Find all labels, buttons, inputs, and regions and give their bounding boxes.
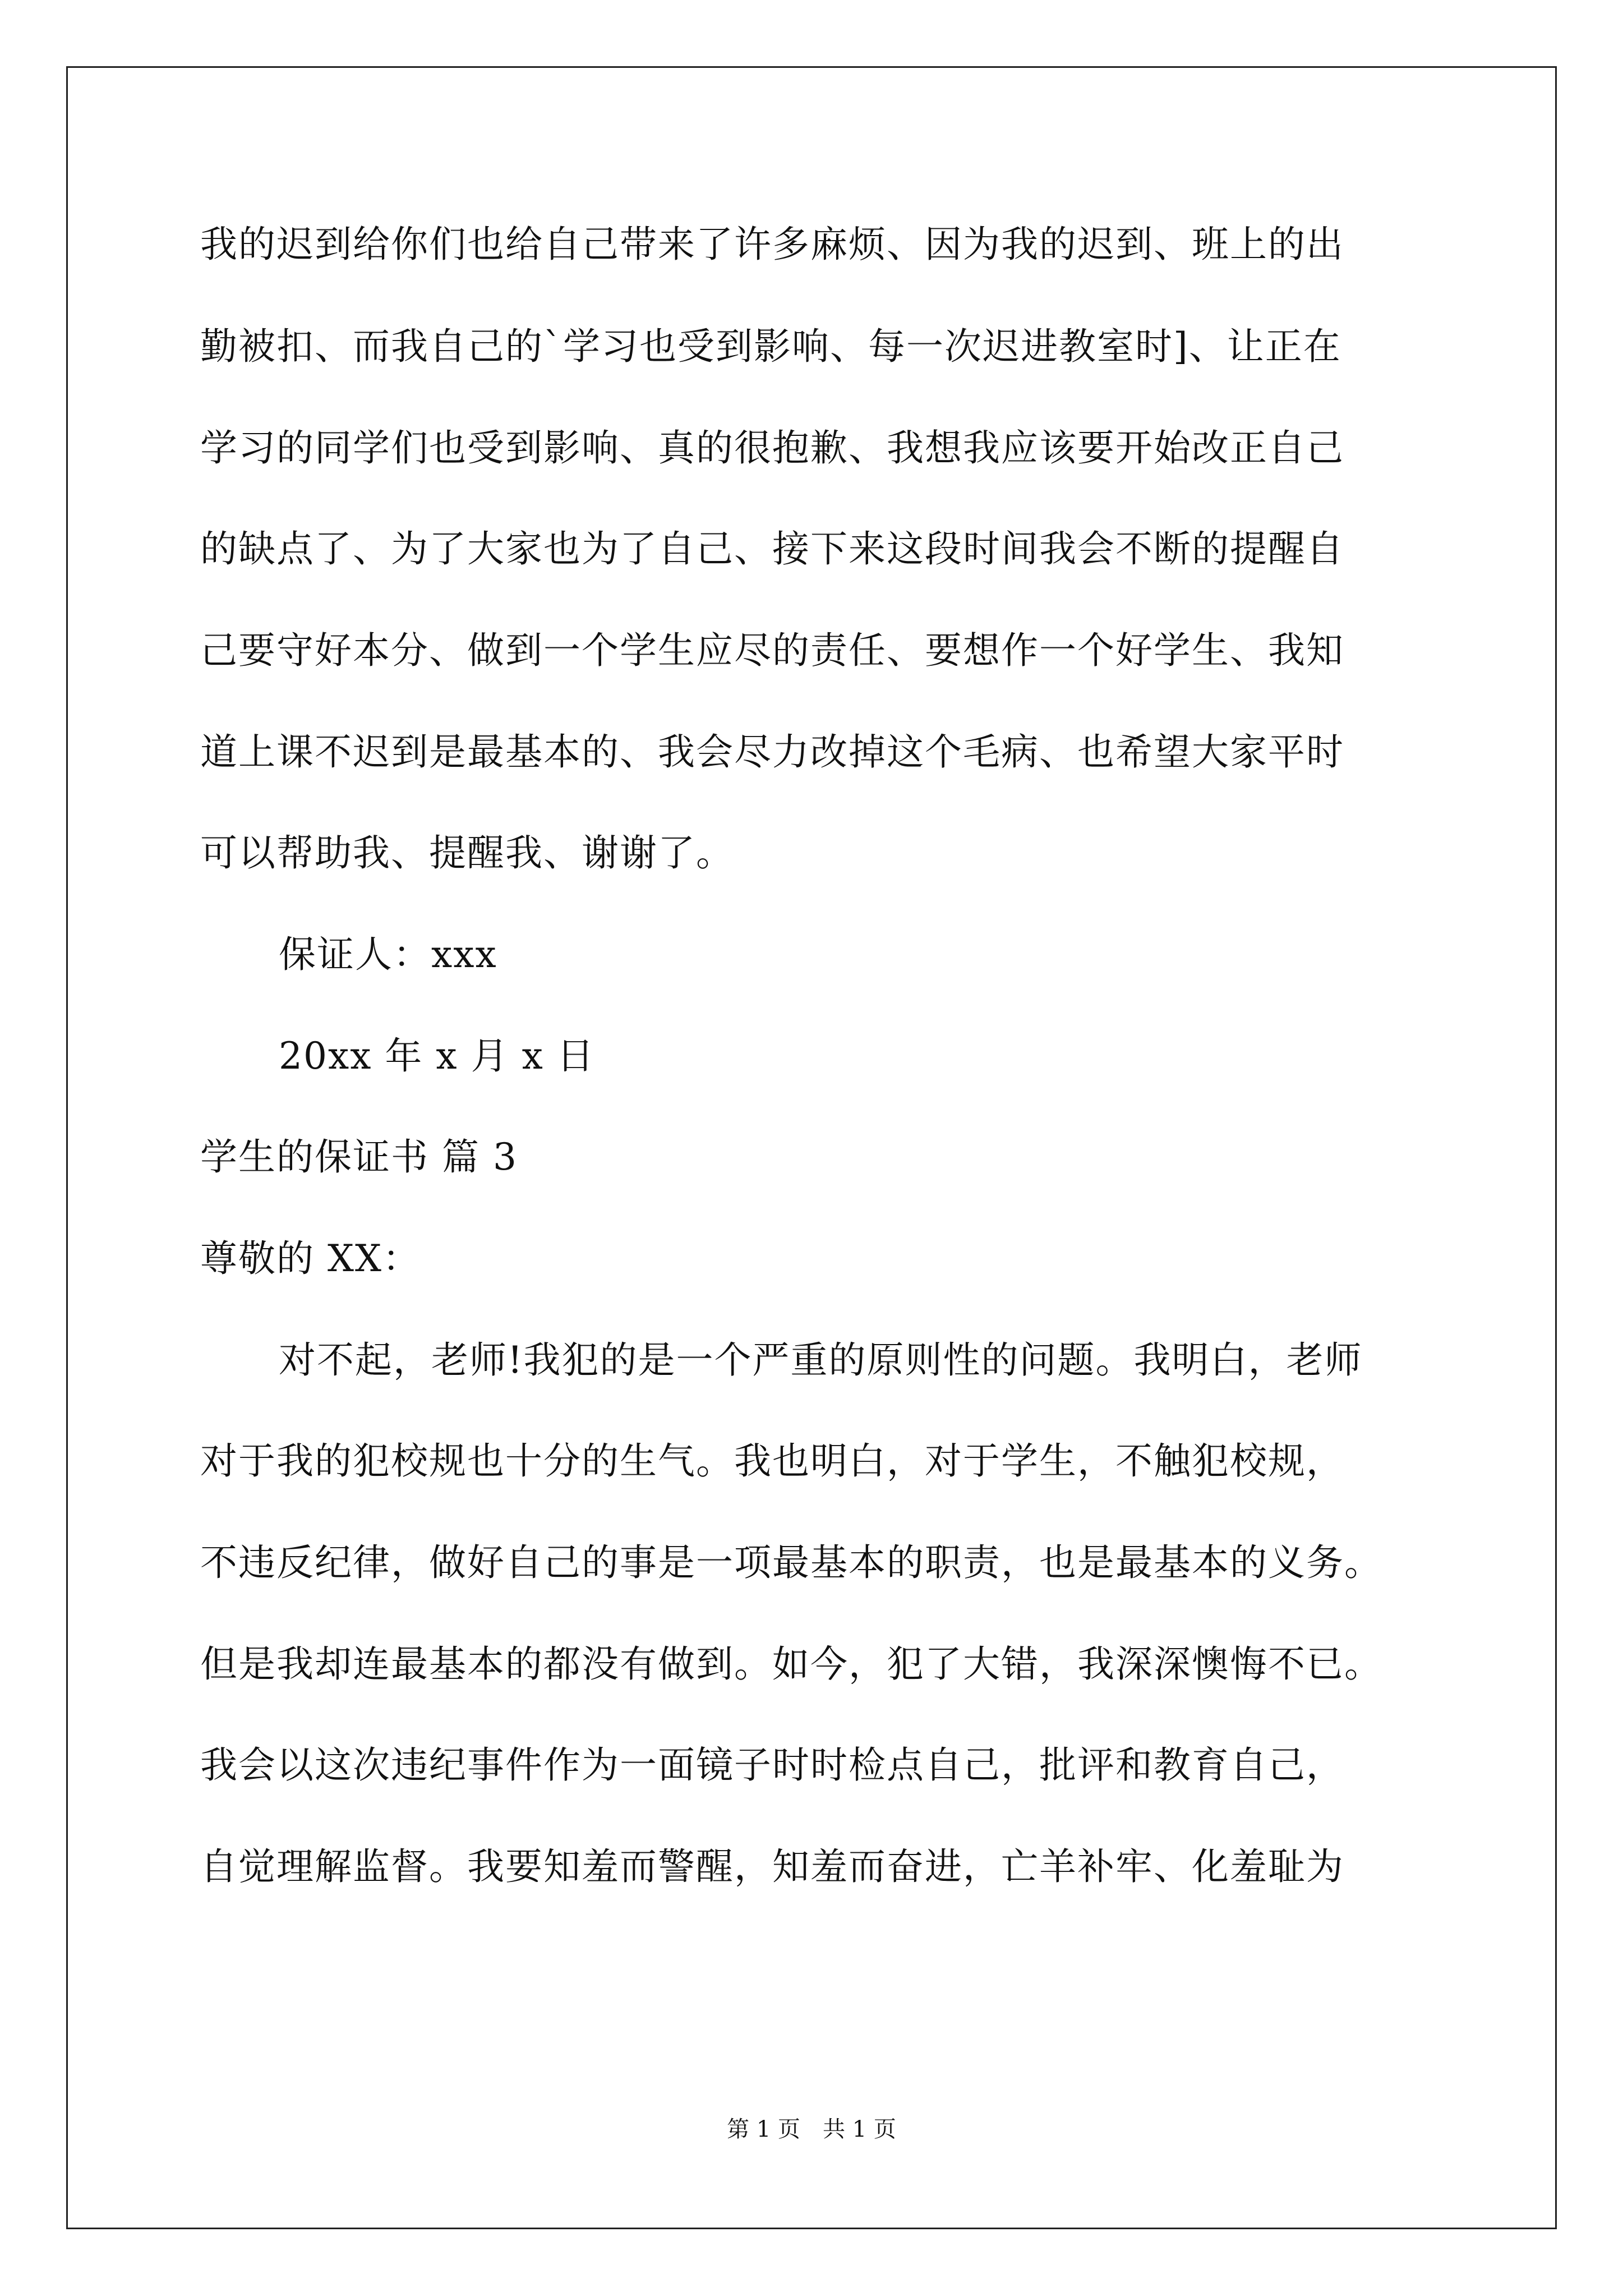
body-line-1: 我的迟到给你们也给自己带来了许多麻烦、因为我的迟到、班上的出 (200, 223, 1344, 266)
body2-line-1: 对不起，老师!我犯的是一个严重的原则性的问题。我明白，老师 (279, 1338, 1363, 1382)
body-line-4: 的缺点了、为了大家也为了自己、接下来这段时间我会不断的提醒自 (200, 527, 1344, 570)
salutation: 尊敬的 XX： (200, 1237, 421, 1280)
body-line-3: 学习的同学们也受到影响、真的很抱歉、我想我应该要开始改正自己 (200, 426, 1344, 470)
body2-line-6: 自觉理解监督。我要知羞而警醒，知羞而奋进，亡羊补牢、化羞耻为 (200, 1845, 1344, 1888)
body2-line-3: 不违反纪律，做好自己的事是一项最基本的职责，也是最基本的义务。 (200, 1541, 1382, 1584)
body-line-2: 勤被扣、而我自己的`学习也受到影响、每一次迟进教室时]、让正在 (200, 325, 1341, 368)
body2-line-5: 我会以这次违纪事件作为一面镜子时时检点自己，批评和教育自己， (200, 1743, 1344, 1787)
body-line-6: 道上课不迟到是最基本的、我会尽力改掉这个毛病、也希望大家平时 (200, 730, 1344, 774)
body-line-5: 己要守好本分、做到一个学生应尽的责任、要想作一个好学生、我知 (200, 629, 1344, 672)
date-line: 20xx 年 x 月 x 日 (279, 1034, 595, 1078)
page-number-footer: 第 1 页 共 1 页 (727, 2116, 896, 2142)
signature-line: 保证人：xxx (279, 933, 497, 976)
body2-line-2: 对于我的犯校规也十分的生气。我也明白，对于学生，不触犯校规， (200, 1439, 1344, 1483)
body2-line-4: 但是我却连最基本的都没有做到。如今，犯了大错，我深深懊悔不已。 (200, 1642, 1382, 1686)
body-line-7: 可以帮助我、提醒我、谢谢了。 (200, 831, 734, 875)
section-title: 学生的保证书 篇 3 (200, 1135, 518, 1179)
